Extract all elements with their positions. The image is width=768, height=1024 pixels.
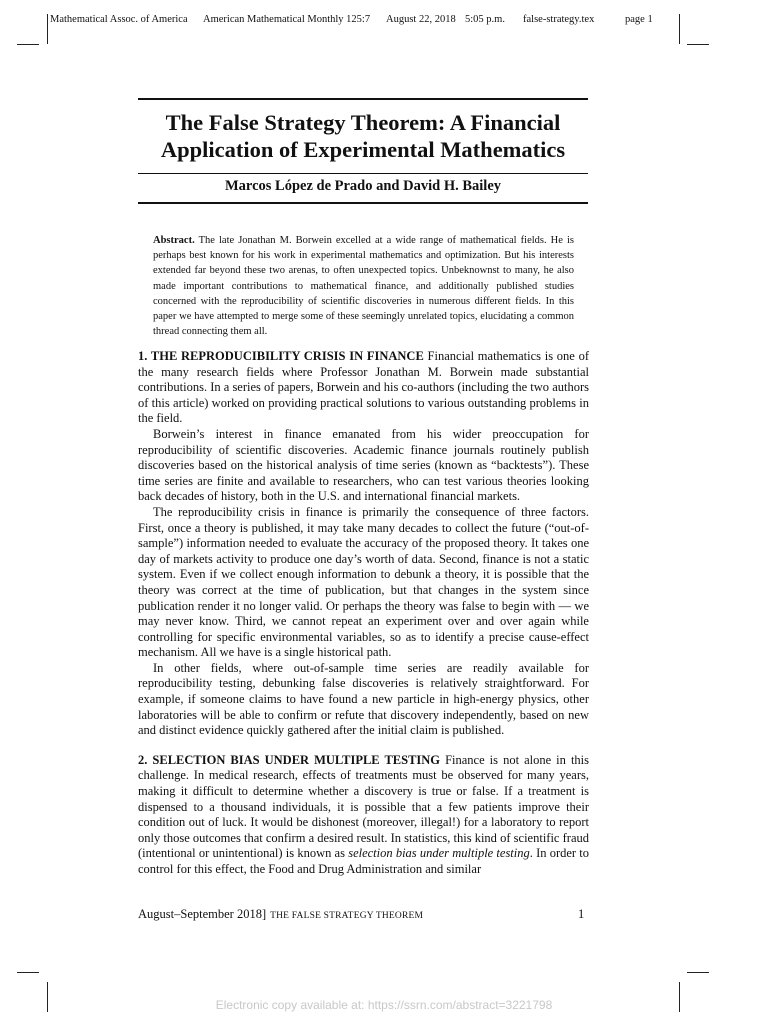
crop-mark	[17, 972, 39, 973]
running-head-date: August 22, 2018	[386, 14, 456, 25]
crop-mark	[47, 14, 48, 44]
section-heading: 1. THE REPRODUCIBILITY CRISIS IN FINANCE	[138, 349, 424, 363]
footer-issue: August–September 2018]	[138, 907, 267, 921]
paper-title	[138, 109, 588, 163]
paragraph	[138, 753, 589, 878]
ssrn-notice: Electronic copy available at: https://ssrn.com/abstract=3221798	[215, 998, 553, 1012]
crop-mark	[17, 44, 39, 45]
crop-mark	[687, 972, 709, 973]
paper-title-line: The False Strategy Theorem: A Financial	[165, 110, 561, 135]
footer-page-number: 1	[578, 907, 585, 921]
paper-authors: Marcos López de Prado and David H. Bailey	[224, 178, 502, 194]
page-footer	[138, 907, 423, 922]
emphasized-term: selection bias under multiple testing	[348, 846, 530, 861]
paragraph: The reproducibility crisis in finance is primarily the consequence of three factors. First, once a theory is published, it may take many decades to collect the future (“out-of-sample”) information needed to evaluate the accuracy of the proposed theory. It takes one day of markets activity to produce one day’s worth of data. Second, finance is not a static system. Even if we collect enough information to debunk a theory, it is possible that the theory was correct at the time of publication, but that changes in the system since publication render it no longer valid. Or perhaps the theory was false to begin with — we may never know. Third, we cannot repeat an experiment over and over again while controlling for specific environmental variables, so as to identify a precise cause-effect mechanism. All we have is a single historical path.	[138, 504, 589, 660]
running-head-publisher: Mathematical Assoc. of America	[50, 14, 188, 25]
running-head-journal: American Mathematical Monthly 125:7	[203, 14, 371, 25]
paragraph-text: . In order to control for this effect, the Food and Drug Administration and similar	[138, 846, 590, 876]
abstract-label: Abstract.	[153, 235, 195, 246]
running-head-page: page 1	[625, 14, 653, 25]
paragraph-text: Financial mathematics is one of the many research fields where Professor Jonathan M. Borwein made substantial contributions. In a series of papers, Borwein and his co-authors (including the two authors of this article) worked on providing practical solutions to various outstanding problems in the field.	[138, 349, 590, 426]
title-rule-top	[138, 98, 588, 100]
paragraph-text: Finance is not alone in this challenge. In medical research, effects of treatments must be observed for many years, making it difficult to determine whether a discovery is true or false. If a treatment is dispensed to a thousand individuals, it is possible that a few patients improve their condition out of luck. It would be dishonest (moreover, illegal!) for a laboratory to report only those outcomes that confirm a desired result. In statistics, this kind of scientific fraud (intentional or unintentional) is known as	[138, 752, 590, 861]
running-head-file: false-strategy.tex	[523, 14, 595, 25]
paragraph: Borwein’s interest in finance emanated from his wider preoccupation for reproducibility of scientific discoveries. Academic finance journals routinely publish discoveries based on the historical analysis of time series (known as “backtests”). These time series are finite and available to researchers, who can test various theories looking back decades of history, both in the U.S. and international financial markets.	[138, 426, 589, 504]
crop-mark	[679, 14, 680, 44]
abstract-text: The late Jonathan M. Borwein excelled at a wide range of mathematical fields. He is perhaps best known for his work in experimental mathematics and optimization. But his interests extended far beyond these two arenas, to often unexpected topics. Unbeknownst to many, he also made important contributions to mathematical finance, and additionally published studies concerned with the reproducibility of scientific discoveries in numerous different fields. In this paper we have attempted to merge some of these seemingly unrelated topics, elucidating a common thread connecting them all.	[153, 235, 574, 338]
body-text	[138, 349, 589, 878]
abstract	[153, 233, 574, 339]
paragraph: In other fields, where out-of-sample time series are readily available for reproducibility testing, debunking false discoveries is relatively straightforward. For example, if someone claims to have found a new particle in high-energy physics, other laboratories will be able to confirm or refute that discovery independently, based on new and distinct evidence quickly gathered after the initial claim is published.	[138, 660, 589, 738]
title-rule-bottom	[138, 202, 588, 204]
paragraph	[138, 349, 589, 427]
crop-mark	[687, 44, 709, 45]
running-head-time: 5:05 p.m.	[465, 14, 505, 25]
section-heading: 2. SELECTION BIAS UNDER MULTIPLE TESTING	[138, 752, 441, 767]
title-rule-middle	[138, 173, 588, 174]
footer-short-title: THE FALSE STRATEGY THEOREM	[270, 911, 424, 921]
paper-title-line: Application of Experimental Mathematics	[160, 137, 566, 162]
